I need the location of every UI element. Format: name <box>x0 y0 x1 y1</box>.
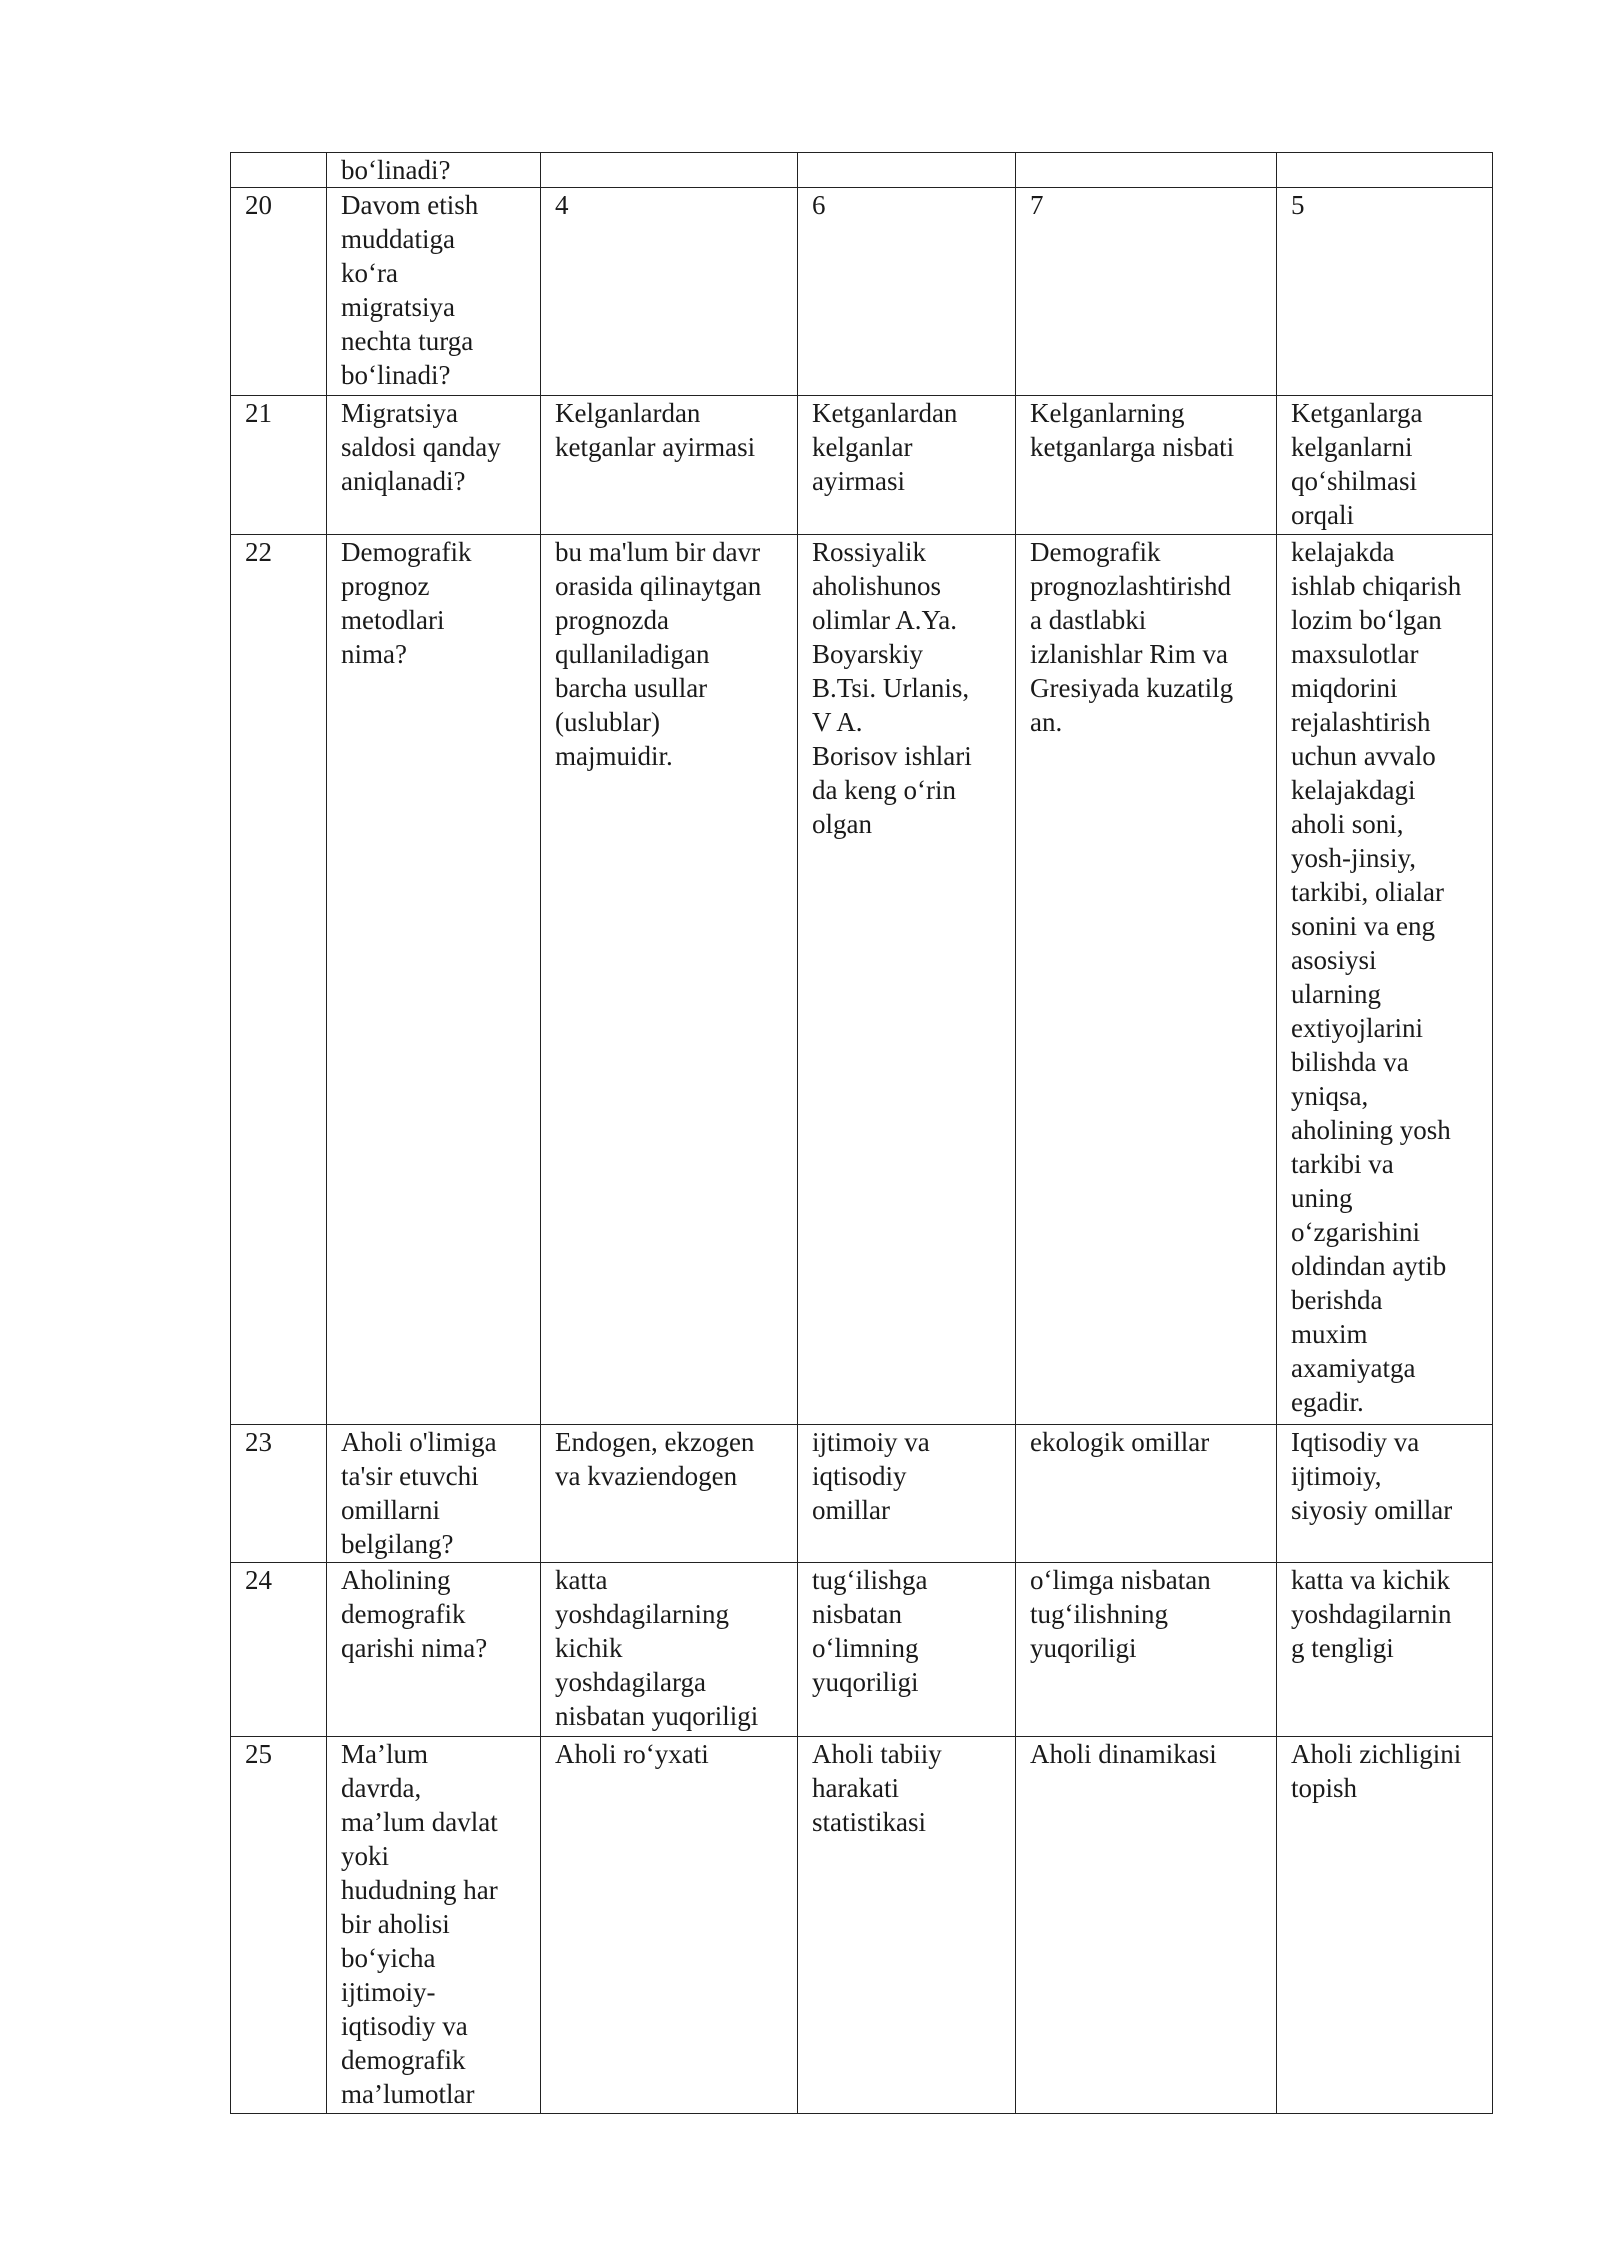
answer-option-d: Ketganlarga kelganlarni qo‘shilmasi orqali <box>1277 396 1493 535</box>
answer-option-c: Aholi dinamikasi <box>1016 1737 1277 2114</box>
answer-option-c: ekologik omillar <box>1016 1425 1277 1563</box>
row-number: 23 <box>231 1425 327 1563</box>
answer-option-d: 5 <box>1277 188 1493 396</box>
answer-option-d: Aholi zichligini topish <box>1277 1737 1493 2114</box>
answer-option-c <box>1016 153 1277 188</box>
table-row-21 <box>231 396 1493 535</box>
answer-option-d: kelajakda ishlab chiqarish lozim bo‘lgan maxsulotlar miqdorini rejalashtirish uchun avvalo kelajakdagi aholi soni, yosh-jinsiy, tarkibi, olialar sonini va eng asosiysi ularning extiyojlarini bilishda va yniqsa, aholining yosh tarkibi va uning o‘zgarishini oldindan aytib berishda muxim axamiyatga egadir. <box>1277 535 1493 1425</box>
row-number: 25 <box>231 1737 327 2114</box>
answer-option-a <box>541 153 798 188</box>
answer-option-d: katta va kichik yoshdagilarnin g tengligi <box>1277 1563 1493 1737</box>
table-row-continued <box>231 153 1493 188</box>
answer-option-b: ijtimoiy va iqtisodiy omillar <box>798 1425 1016 1563</box>
row-number: 24 <box>231 1563 327 1737</box>
question-text: bo‘linadi? <box>327 153 541 188</box>
answer-option-a: Kelganlardan ketganlar ayirmasi <box>541 396 798 535</box>
row-number: 21 <box>231 396 327 535</box>
answer-option-a: katta yoshdagilarning kichik yoshdagilarga nisbatan yuqoriligi <box>541 1563 798 1737</box>
table-row-23 <box>231 1425 1493 1563</box>
answer-option-c: Kelganlarning ketganlarga nisbati <box>1016 396 1277 535</box>
row-number: 22 <box>231 535 327 1425</box>
question-text: Aholining demografik qarishi nima? <box>327 1563 541 1737</box>
answer-option-c: Demografik prognozlashtirishd a dastlabki izlanishlar Rim va Gresiyada kuzatilg an. <box>1016 535 1277 1425</box>
row-number: 20 <box>231 188 327 396</box>
answer-option-c: 7 <box>1016 188 1277 396</box>
answer-option-b: Ketganlardan kelganlar ayirmasi <box>798 396 1016 535</box>
answer-option-a: Aholi ro‘yxati <box>541 1737 798 2114</box>
question-text: Demografik prognoz metodlari nima? <box>327 535 541 1425</box>
table-row-20 <box>231 188 1493 396</box>
answer-option-a: 4 <box>541 188 798 396</box>
table-row-24 <box>231 1563 1493 1737</box>
answer-option-d: Iqtisodiy va ijtimoiy, siyosiy omillar <box>1277 1425 1493 1563</box>
answer-option-a: Endogen, ekzogen va kvaziendogen <box>541 1425 798 1563</box>
question-text: Migratsiya saldosi qanday aniqlanadi? <box>327 396 541 535</box>
answer-option-a: bu ma'lum bir davr orasida qilinaytgan prognozda qullaniladigan barcha usullar (uslublar) majmuidir. <box>541 535 798 1425</box>
question-text: Aholi o'limiga ta'sir etuvchi omillarni belgilang? <box>327 1425 541 1563</box>
answer-option-b <box>798 153 1016 188</box>
answer-option-b: Aholi tabiiy harakati statistikasi <box>798 1737 1016 2114</box>
answer-option-b: 6 <box>798 188 1016 396</box>
answer-option-d <box>1277 153 1493 188</box>
answer-option-c: o‘limga nisbatan tug‘ilishning yuqoriligi <box>1016 1563 1277 1737</box>
table-row-25 <box>231 1737 1493 2114</box>
questions-table <box>230 152 1493 2114</box>
row-number <box>231 153 327 188</box>
question-text: Davom etish muddatiga ko‘ra migratsiya nechta turga bo‘linadi? <box>327 188 541 396</box>
question-text: Ma’lum davrda, ma’lum davlat yoki hududning har bir aholisi bo‘yicha ijtimoiy- iqtisodiy va demografik ma’lumotlar <box>327 1737 541 2114</box>
answer-option-b: Rossiyalik aholishunos olimlar A.Ya. Boyarskiy B.Tsi. Urlanis, V A. Borisov ishlari da keng o‘rin olgan <box>798 535 1016 1425</box>
answer-option-b: tug‘ilishga nisbatan o‘limning yuqoriligi <box>798 1563 1016 1737</box>
table-row-22 <box>231 535 1493 1425</box>
